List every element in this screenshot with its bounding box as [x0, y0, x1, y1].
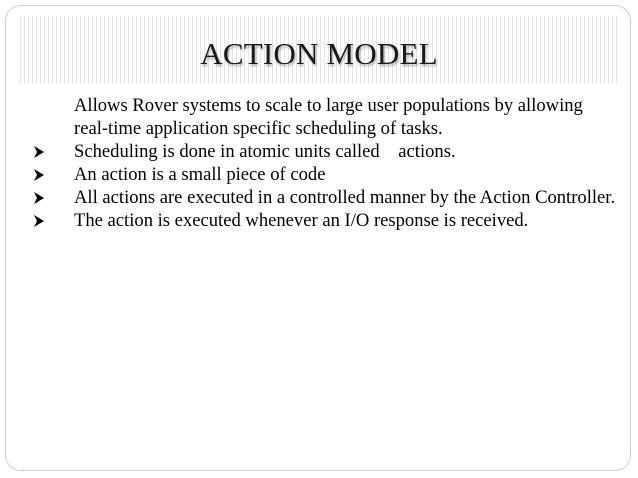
slide-title: ACTION MODEL [200, 36, 438, 71]
bullet-text: All actions are executed in a controlled manner by the Action Controller. [74, 187, 616, 208]
arrow-bullet-icon [33, 209, 47, 232]
intro-paragraph: Allows Rover systems to scale to large user populations by allowing real-time application specific scheduling of tasks. [74, 95, 583, 139]
bullet-item [26, 209, 616, 232]
bullet-text: An action is a small piece of code [74, 164, 326, 185]
bullet-item [26, 140, 616, 163]
arrow-bullet-icon [33, 163, 47, 186]
bullet-item [26, 186, 616, 209]
bullet-text: The action is executed whenever an I/O response is received. [74, 210, 529, 231]
arrow-bullet-icon [33, 186, 47, 209]
bullet-item [26, 163, 616, 186]
slide-body [26, 94, 616, 232]
slide [5, 5, 631, 471]
bullet-text: Scheduling is done in atomic units called actions. [74, 141, 456, 162]
arrow-bullet-icon [33, 140, 47, 163]
